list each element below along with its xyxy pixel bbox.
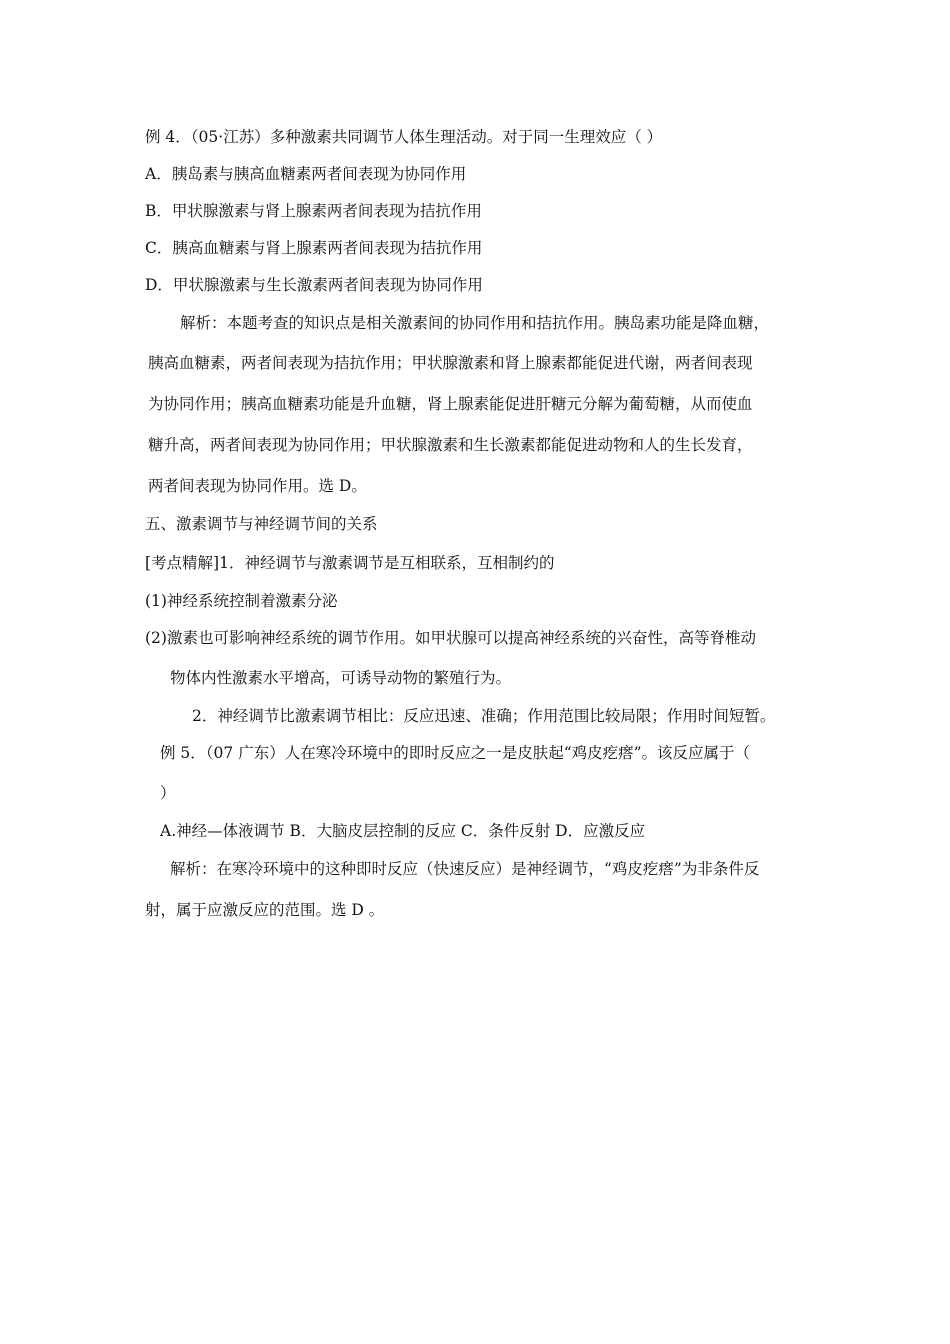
example4-option-b: B．甲状腺激素与肾上腺素两者间表现为拮抗作用 (145, 202, 482, 220)
example4-analysis-line5: 两者间表现为协同作用。选 D。 (148, 477, 367, 495)
example4-analysis-line2: 胰高血糖素，两者间表现为拮抗作用；甲状腺激素和肾上腺素都能促进代谢，两者间表现 (148, 354, 753, 372)
example5-question-line2: ） (160, 784, 176, 802)
section5-point1: [考点精解]1．神经调节与激素调节是互相联系，互相制约的 (145, 554, 555, 572)
example4-analysis-line4: 糖升高，两者间表现为协同作用；甲状腺激素和生长激素都能促进动物和人的生长发育， (148, 436, 753, 454)
example5-analysis-line1: 解析：在寒冷环境中的这种即时反应（快速反应）是神经调节，“鸡皮疙瘩”为非条件反 (170, 860, 760, 878)
section5-sub2-line2: 物体内性激素水平增高，可诱导动物的繁殖行为。 (170, 669, 512, 687)
section5-sub1: (1)神经系统控制着激素分泌 (145, 592, 338, 610)
example4-option-a: A．胰岛素与胰高血糖素两者间表现为协同作用 (145, 165, 467, 183)
example4-analysis-line3: 为协同作用；胰高血糖素功能是升血糖，肾上腺素能促进肝糖元分解为葡萄糖，从而使血 (148, 395, 753, 413)
section5-sub2-line1: (2)激素也可影响神经系统的调节作用。如甲状腺可以提高神经系统的兴奋性，高等脊椎动 (145, 629, 756, 647)
example4-analysis-line1: 解析：本题考查的知识点是相关激素间的协同作用和拮抗作用。胰岛素功能是降血糖， (180, 314, 770, 332)
example4-option-d: D．甲状腺激素与生长激素两者间表现为协同作用 (145, 276, 483, 294)
example4-option-c: C．胰高血糖素与肾上腺素两者间表现为拮抗作用 (145, 239, 483, 257)
example5-question-line1: 例 5．（07 广东）人在寒冷环境中的即时反应之一是皮肤起“鸡皮疙瘩”。该反应属于（ (160, 744, 751, 762)
section5-heading: 五、激素调节与神经调节间的关系 (145, 515, 378, 533)
example4-question: 例 4．（05·江苏）多种激素共同调节人体生理活动。对于同一生理效应（ ） (145, 128, 663, 146)
example5-analysis-line2: 射，属于应激反应的范围。选 D 。 (145, 901, 385, 919)
section5-point2: 2．神经调节比激素调节相比：反应迅速、准确；作用范围比较局限；作用时间短暂。 (192, 707, 776, 725)
example5-options: A.神经—体液调节 B．大脑皮层控制的反应 C．条件反射 D．应激反应 (160, 822, 646, 840)
